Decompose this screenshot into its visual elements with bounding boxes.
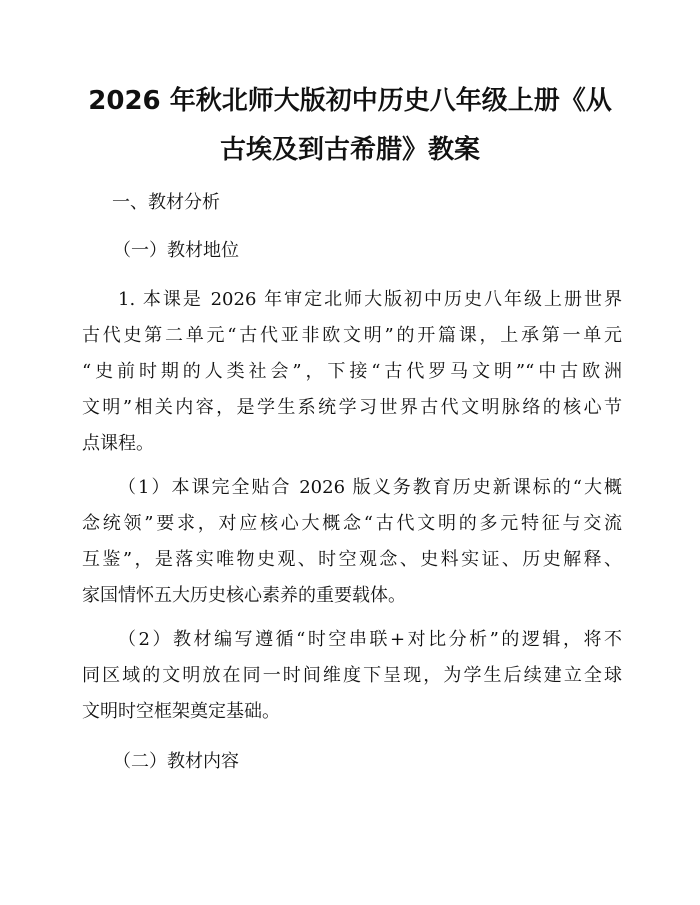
- paragraph-line: 互鉴”，是落实唯物史观、时空观念、史料实证、历史解释、: [82, 549, 622, 570]
- paragraph-line: （1）本课完全贴合 2026 版义务教育历史新课标的“大概: [118, 477, 622, 498]
- paragraph-line: 古代史第二单元“古代亚非欧文明”的开篇课，上承第一单元: [82, 325, 622, 346]
- paragraph-line: 同区域的文明放在同一时间维度下呈现，为学生后续建立全球: [82, 665, 622, 686]
- paragraph-line: 文明时空框架奠定基础。: [82, 701, 280, 722]
- paragraph-line: 家国情怀五大历史核心素养的重要载体。: [82, 585, 406, 606]
- paragraph-line: “史前时期的人类社会”，下接“古代罗马文明”“中古欧洲: [82, 361, 622, 382]
- paragraph-line: 点课程。: [82, 433, 154, 454]
- paragraph-compilation-logic: [82, 628, 622, 736]
- paragraph-line: 文明”相关内容，是学生系统学习世界古代文明脉络的核心节: [82, 397, 622, 418]
- document-title-line-2: 古埃及到古希腊》教案: [219, 135, 480, 165]
- section-heading-textbook-analysis: 一、教材分析: [112, 192, 220, 213]
- subsection-heading-textbook-content: （二）教材内容: [113, 751, 239, 772]
- paragraph-line: 念统领”要求，对应核心大概念“古代文明的多元特征与交流: [82, 513, 622, 534]
- paragraph-line: 1. 本课是 2026 年审定北师大版初中历史八年级上册世界: [118, 289, 622, 310]
- document-title-line-1: 2026 年秋北师大版初中历史八年级上册《从: [88, 86, 612, 116]
- paragraph-curriculum-standard: [82, 476, 622, 620]
- paragraph-line: （2）教材编写遵循“时空串联+对比分析”的逻辑，将不: [118, 629, 622, 650]
- subsection-heading-textbook-position: （一）教材地位: [113, 240, 239, 261]
- paragraph-lesson-position: [82, 288, 622, 468]
